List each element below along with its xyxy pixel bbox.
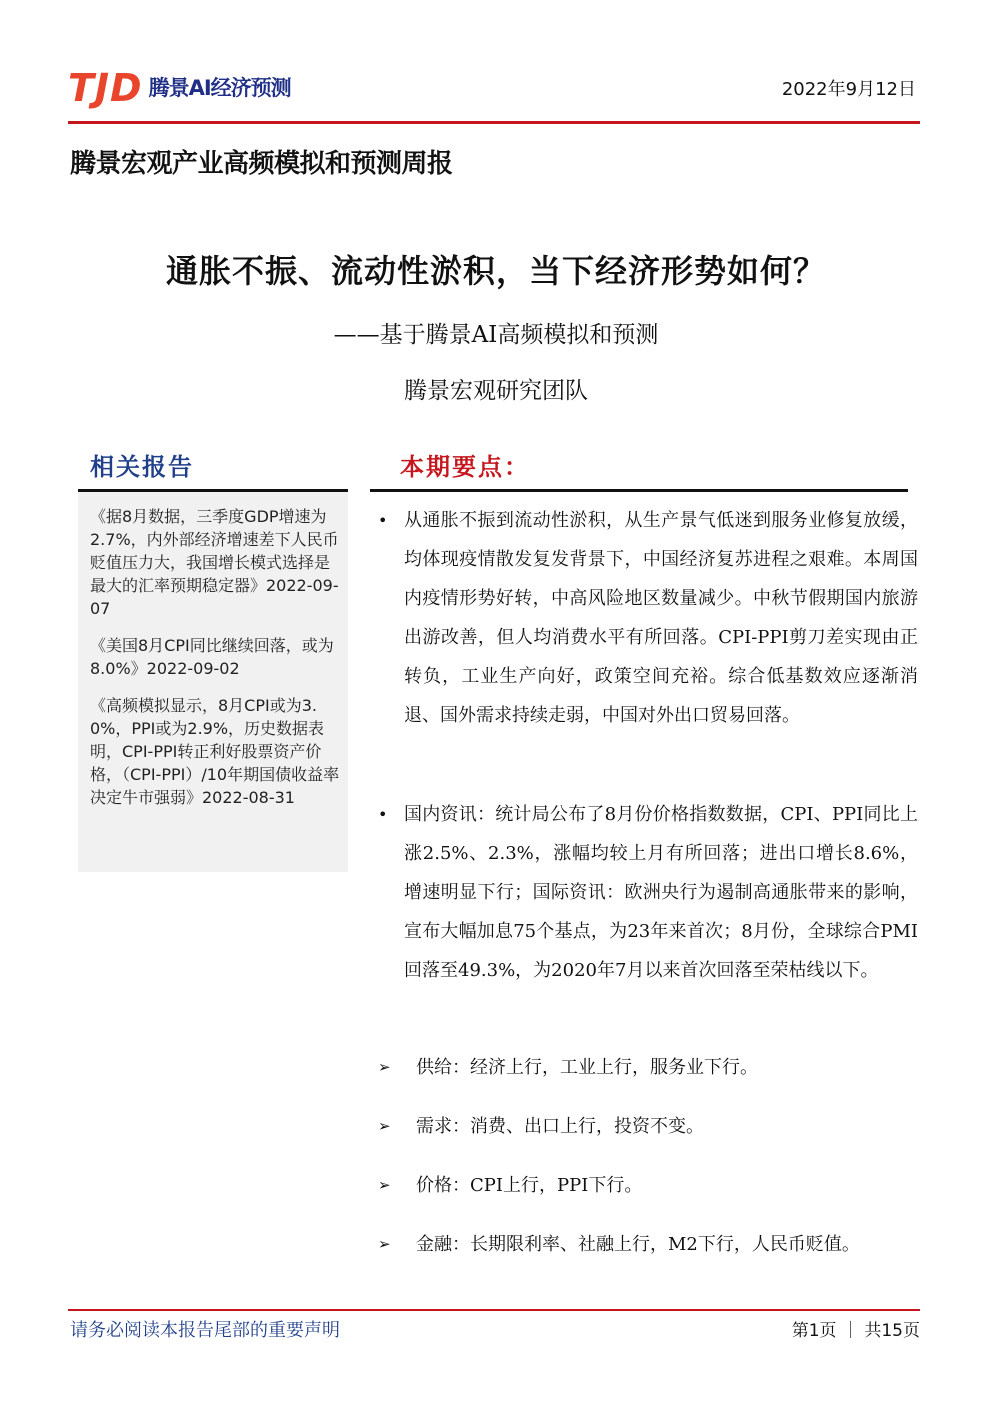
highlight-sub-item xyxy=(378,1166,918,1205)
highlights-divider xyxy=(370,489,908,492)
sub-item-text: 价格：CPI上行，PPI下行。 xyxy=(416,1175,643,1196)
author-team: 腾景宏观研究团队 xyxy=(404,378,588,404)
logo xyxy=(68,68,291,108)
bullet-icon: • xyxy=(378,805,388,824)
highlights-heading: 本期要点： xyxy=(400,452,530,481)
related-reports-list xyxy=(90,505,340,823)
related-report-link[interactable]: 《据8月数据，三季度GDP增速为2.7%，内外部经济增速差下人民币贬值压力大，我国增长模式选择是最大的汇率预期稳定器》2022-09-07 xyxy=(90,507,339,618)
logo-mark: TJD xyxy=(68,66,143,110)
highlight-sub-item xyxy=(378,1107,918,1146)
arrow-right-icon: ➢ xyxy=(378,1117,391,1135)
report-date: 2022年9月12日 xyxy=(781,79,916,100)
bullet-icon: • xyxy=(378,511,388,530)
report-title: 通胀不振、流动性淤积，当下经济形势如何？ xyxy=(165,252,826,290)
highlight-paragraph xyxy=(378,795,918,990)
header-divider xyxy=(68,121,920,124)
related-report-link[interactable]: 《美国8月CPI同比继续回落，或为8.0%》2022-09-02 xyxy=(90,636,334,678)
series-title: 腾景宏观产业高频模拟和预测周报 xyxy=(70,149,453,179)
sub-item-text: 需求：消费、出口上行，投资不变。 xyxy=(416,1116,704,1137)
disclaimer-notice: 请务必阅读本报告尾部的重要声明 xyxy=(70,1320,340,1341)
sub-item-text: 金融：长期限利率、社融上行，M2下行，人民币贬值。 xyxy=(416,1234,860,1255)
related-reports-heading: 相关报告 xyxy=(90,452,194,481)
sub-item-text: 供给：经济上行，工业上行，服务业下行。 xyxy=(416,1057,758,1078)
highlight-sub-item xyxy=(378,1225,918,1264)
arrow-right-icon: ➢ xyxy=(378,1235,391,1253)
related-report-link[interactable]: 《高频模拟显示，8月CPI或为3.0%，PPI或为2.9%，历史数据表明，CPI-PPI转正利好股票资产价格，（CPI-PPI）/10年期国债收益率决定牛市强弱》2022-08-31 xyxy=(90,696,340,807)
page-number: 第1页 ｜ 共15页 xyxy=(791,1321,920,1341)
highlight-paragraph xyxy=(378,501,918,735)
highlight-text: 从通胀不振到流动性淤积，从生产景气低迷到服务业修复放缓，均体现疫情散发复发背景下，中国经济复苏进程之艰难。本周国内疫情形势好转，中高风险地区数量减少。中秋节假期国内旅游出游改善，但人均消费水平有所回落。CPI-PPI剪刀差实现由正转负，工业生产向好，政策空间充裕。综合低基数效应逐渐消退、国外需求持续走弱，中国对外出口贸易回落。 xyxy=(404,510,918,726)
arrow-right-icon: ➢ xyxy=(378,1058,391,1076)
highlight-text: 国内资讯：统计局公布了8月份价格指数数据，CPI、PPI同比上涨2.5%、2.3%，涨幅均较上月有所回落；进出口增长8.6%，增速明显下行；国际资讯：欧洲央行为遏制高通胀带来的影响，宣布大幅加息75个基点，为23年来首次；8月份，全球综合PMI回落至49.3%，为2020年7月以来首次回落至荣枯线以下。 xyxy=(404,804,918,981)
logo-name: 腾景AI经济预测 xyxy=(148,76,291,100)
highlight-sub-item xyxy=(378,1048,918,1087)
footer-divider xyxy=(68,1309,920,1311)
arrow-right-icon: ➢ xyxy=(378,1176,391,1194)
report-subtitle: ——基于腾景AI高频模拟和预测 xyxy=(333,322,659,348)
